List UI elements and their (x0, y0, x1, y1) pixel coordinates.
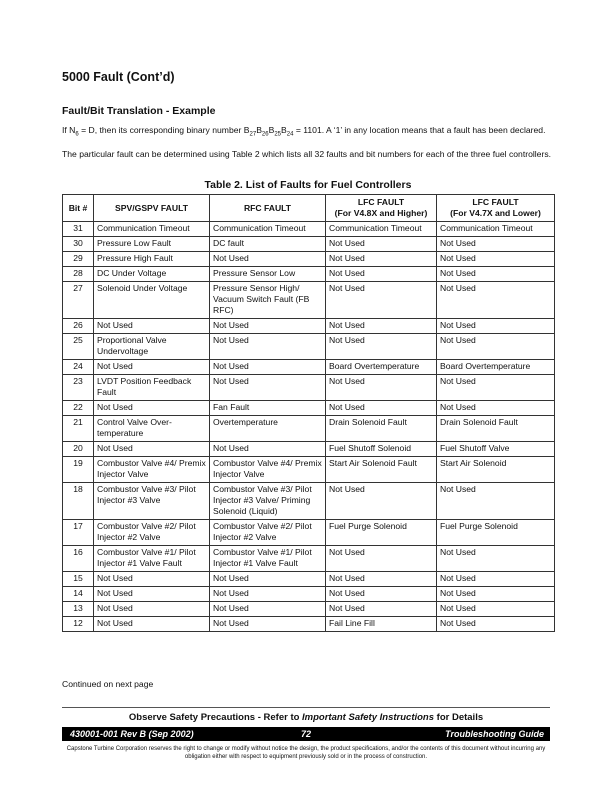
cell-rfc-fault: Not Used (210, 572, 326, 587)
cell-lfc-48-fault: Fail Line Fill (326, 617, 437, 632)
safety-text-emphasis: Important Safety Instructions (302, 712, 435, 723)
header-bit: Bit # (63, 195, 94, 222)
cell-lfc-47-fault: Not Used (437, 617, 555, 632)
cell-lfc-48-fault: Board Overtemperature (326, 360, 437, 375)
cell-lfc-47-fault: Not Used (437, 587, 555, 602)
table-row (63, 237, 555, 252)
cell-rfc-fault: Not Used (210, 617, 326, 632)
table-row (63, 442, 555, 457)
cell-lfc-47-fault: Fuel Shutoff Valve (437, 442, 555, 457)
intro-sub-b24: 24 (286, 131, 294, 138)
cell-rfc-fault: Not Used (210, 252, 326, 267)
cell-spv-fault: Not Used (94, 319, 210, 334)
cell-bit: 15 (63, 572, 94, 587)
cell-spv-fault: Not Used (94, 401, 210, 416)
table-row (63, 617, 555, 632)
intro-b: B (256, 125, 262, 135)
sub-title: Fault/Bit Translation - Example (62, 105, 216, 117)
cell-spv-fault: Control Valve Over-temperature (94, 416, 210, 442)
header-lfc-48-line2: (For V4.8X and Higher) (334, 208, 428, 218)
cell-bit: 26 (63, 319, 94, 334)
cell-lfc-48-fault: Communication Timeout (326, 222, 437, 237)
table-row (63, 572, 555, 587)
table-row (63, 602, 555, 617)
cell-lfc-47-fault: Not Used (437, 572, 555, 587)
cell-lfc-48-fault: Fuel Shutoff Solenoid (326, 442, 437, 457)
intro-text-2: = D, then its corresponding binary number B (78, 125, 250, 135)
safety-notice (62, 712, 550, 723)
cell-lfc-47-fault: Not Used (437, 267, 555, 282)
cell-lfc-48-fault: Start Air Solenoid Fault (326, 457, 437, 483)
cell-rfc-fault: Fan Fault (210, 401, 326, 416)
table-header-row (63, 195, 555, 222)
cell-lfc-47-fault: Communication Timeout (437, 222, 555, 237)
cell-lfc-47-fault: Not Used (437, 375, 555, 401)
intro-b: B (268, 125, 275, 135)
cell-bit: 22 (63, 401, 94, 416)
cell-bit: 27 (63, 282, 94, 319)
footer-rule (62, 707, 550, 708)
intro-sub-b27: 27 (249, 131, 257, 138)
cell-rfc-fault: Overtemperature (210, 416, 326, 442)
intro-b: B (281, 125, 287, 135)
cell-lfc-47-fault: Not Used (437, 546, 555, 572)
table-row (63, 457, 555, 483)
table-row (63, 282, 555, 319)
table-row (63, 587, 555, 602)
table-row (63, 546, 555, 572)
cell-lfc-47-fault: Not Used (437, 237, 555, 252)
intro-sub-b26: 26 (261, 131, 269, 138)
fault-table-body (63, 222, 555, 632)
cell-spv-fault: Solenoid Under Voltage (94, 282, 210, 319)
cell-bit: 14 (63, 587, 94, 602)
cell-spv-fault: Proportional Valve Undervoltage (94, 334, 210, 360)
cell-bit: 17 (63, 520, 94, 546)
cell-bit: 18 (63, 483, 94, 520)
cell-lfc-48-fault: Not Used (326, 572, 437, 587)
cell-lfc-48-fault: Not Used (326, 334, 437, 360)
table-row (63, 252, 555, 267)
cell-spv-fault: Not Used (94, 602, 210, 617)
document-id: 430001-001 Rev B (Sep 2002) (70, 729, 194, 739)
cell-bit: 31 (63, 222, 94, 237)
cell-rfc-fault: Combustor Valve #2/ Pilot Injector #2 Valve (210, 520, 326, 546)
cell-bit: 29 (63, 252, 94, 267)
cell-spv-fault: Communication Timeout (94, 222, 210, 237)
intro-text-1: If N (62, 125, 76, 135)
cell-spv-fault: Not Used (94, 587, 210, 602)
page-number: 72 (300, 729, 311, 739)
header-lfc-48 (326, 195, 437, 222)
cell-lfc-47-fault: Not Used (437, 282, 555, 319)
cell-lfc-47-fault: Start Air Solenoid (437, 457, 555, 483)
safety-text-post: for Details (434, 712, 484, 723)
cell-spv-fault: Not Used (94, 617, 210, 632)
cell-rfc-fault: Combustor Valve #1/ Pilot Injector #1 Valve Fault (210, 546, 326, 572)
cell-rfc-fault: Combustor Valve #4/ Premix Injector Valve (210, 457, 326, 483)
cell-lfc-47-fault: Fuel Purge Solenoid (437, 520, 555, 546)
cell-spv-fault: Combustor Valve #4/ Premix Injector Valve (94, 457, 210, 483)
cell-lfc-47-fault: Not Used (437, 334, 555, 360)
table-row (63, 360, 555, 375)
cell-spv-fault: Not Used (94, 442, 210, 457)
cell-bit: 13 (63, 602, 94, 617)
cell-spv-fault: Not Used (94, 572, 210, 587)
table-row (63, 222, 555, 237)
cell-lfc-47-fault: Not Used (437, 319, 555, 334)
cell-spv-fault: Pressure High Fault (94, 252, 210, 267)
cell-rfc-fault: Not Used (210, 319, 326, 334)
cell-bit: 16 (63, 546, 94, 572)
table-caption: Table 2. List of Faults for Fuel Controllers (204, 179, 412, 191)
cell-bit: 25 (63, 334, 94, 360)
cell-rfc-fault: Pressure Sensor Low (210, 267, 326, 282)
cell-lfc-48-fault: Not Used (326, 401, 437, 416)
safety-text-pre: Observe Safety Precautions - Refer to (128, 712, 303, 723)
cell-bit: 21 (63, 416, 94, 442)
header-spv: SPV/GSPV FAULT (94, 195, 210, 222)
intro-sub-b25: 25 (274, 131, 282, 138)
cell-lfc-48-fault: Not Used (326, 602, 437, 617)
cell-lfc-48-fault: Not Used (326, 375, 437, 401)
cell-lfc-48-fault: Not Used (326, 267, 437, 282)
cell-lfc-48-fault: Drain Solenoid Fault (326, 416, 437, 442)
cell-rfc-fault: Not Used (210, 442, 326, 457)
cell-lfc-48-fault: Fuel Purge Solenoid (326, 520, 437, 546)
header-lfc-48-line1: LFC FAULT (357, 197, 405, 207)
table-row (63, 416, 555, 442)
cell-rfc-fault: Combustor Valve #3/ Pilot Injector #3 Valve/ Priming Solenoid (Liquid) (210, 483, 326, 520)
intro-text-3: = 1101. A ‘1’ in any location means that a fault has been declared. The particular fault can be determined using Table 2 which lists all 32 faults and bit numbers for each of the three fuel controllers. (62, 125, 551, 159)
table-row (63, 319, 555, 334)
intro-sub-n: 6 (75, 131, 79, 138)
cell-bit: 20 (63, 442, 94, 457)
cell-lfc-48-fault: Not Used (326, 546, 437, 572)
section-title: 5000 Fault (Cont’d) (62, 70, 175, 84)
cell-rfc-fault: Not Used (210, 334, 326, 360)
cell-spv-fault: Not Used (94, 360, 210, 375)
table-row (63, 267, 555, 282)
cell-rfc-fault: Not Used (210, 602, 326, 617)
header-rfc: RFC FAULT (210, 195, 326, 222)
cell-lfc-47-fault: Not Used (437, 401, 555, 416)
footer-bar (62, 727, 550, 741)
cell-lfc-48-fault: Not Used (326, 237, 437, 252)
cell-bit: 30 (63, 237, 94, 252)
continued-note: Continued on next page (62, 679, 154, 689)
cell-lfc-48-fault: Not Used (326, 319, 437, 334)
cell-lfc-48-fault: Not Used (326, 587, 437, 602)
cell-spv-fault: DC Under Voltage (94, 267, 210, 282)
cell-lfc-47-fault: Drain Solenoid Fault (437, 416, 555, 442)
table-row (63, 520, 555, 546)
cell-rfc-fault: Communication Timeout (210, 222, 326, 237)
table-row (63, 401, 555, 416)
table-row (63, 375, 555, 401)
cell-rfc-fault: Not Used (210, 375, 326, 401)
cell-rfc-fault: Not Used (210, 587, 326, 602)
intro-paragraph (62, 121, 554, 164)
cell-lfc-47-fault: Not Used (437, 483, 555, 520)
header-lfc-47-line1: LFC FAULT (472, 197, 519, 207)
guide-title: Troubleshooting Guide (445, 729, 544, 739)
cell-lfc-47-fault: Board Overtemperature (437, 360, 555, 375)
cell-spv-fault: Combustor Valve #3/ Pilot Injector #3 Valve (94, 483, 210, 520)
header-lfc-47 (437, 195, 555, 222)
cell-lfc-48-fault: Not Used (326, 282, 437, 319)
cell-lfc-47-fault: Not Used (437, 602, 555, 617)
cell-lfc-47-fault: Not Used (437, 252, 555, 267)
cell-bit: 23 (63, 375, 94, 401)
header-lfc-47-line2: (For V4.7X and Lower) (450, 208, 541, 218)
cell-spv-fault: LVDT Position Feedback Fault (94, 375, 210, 401)
cell-bit: 12 (63, 617, 94, 632)
cell-rfc-fault: DC fault (210, 237, 326, 252)
cell-rfc-fault: Not Used (210, 360, 326, 375)
cell-spv-fault: Pressure Low Fault (94, 237, 210, 252)
cell-rfc-fault: Pressure Sensor High/ Vacuum Switch Fault (FB RFC) (210, 282, 326, 319)
cell-lfc-48-fault: Not Used (326, 252, 437, 267)
cell-spv-fault: Combustor Valve #1/ Pilot Injector #1 Valve Fault (94, 546, 210, 572)
cell-bit: 24 (63, 360, 94, 375)
cell-bit: 28 (63, 267, 94, 282)
table-row (63, 334, 555, 360)
table-row (63, 483, 555, 520)
cell-lfc-48-fault: Not Used (326, 483, 437, 520)
fault-table (62, 194, 555, 632)
disclaimer: Capstone Turbine Corporation reserves the right to change or modify without notice the design, the product specifications, and/or the contents of this document without incurring any obligation either with respect to equipment previously sold or in the process of construction. (66, 746, 546, 760)
cell-bit: 19 (63, 457, 94, 483)
cell-spv-fault: Combustor Valve #2/ Pilot Injector #2 Valve (94, 520, 210, 546)
